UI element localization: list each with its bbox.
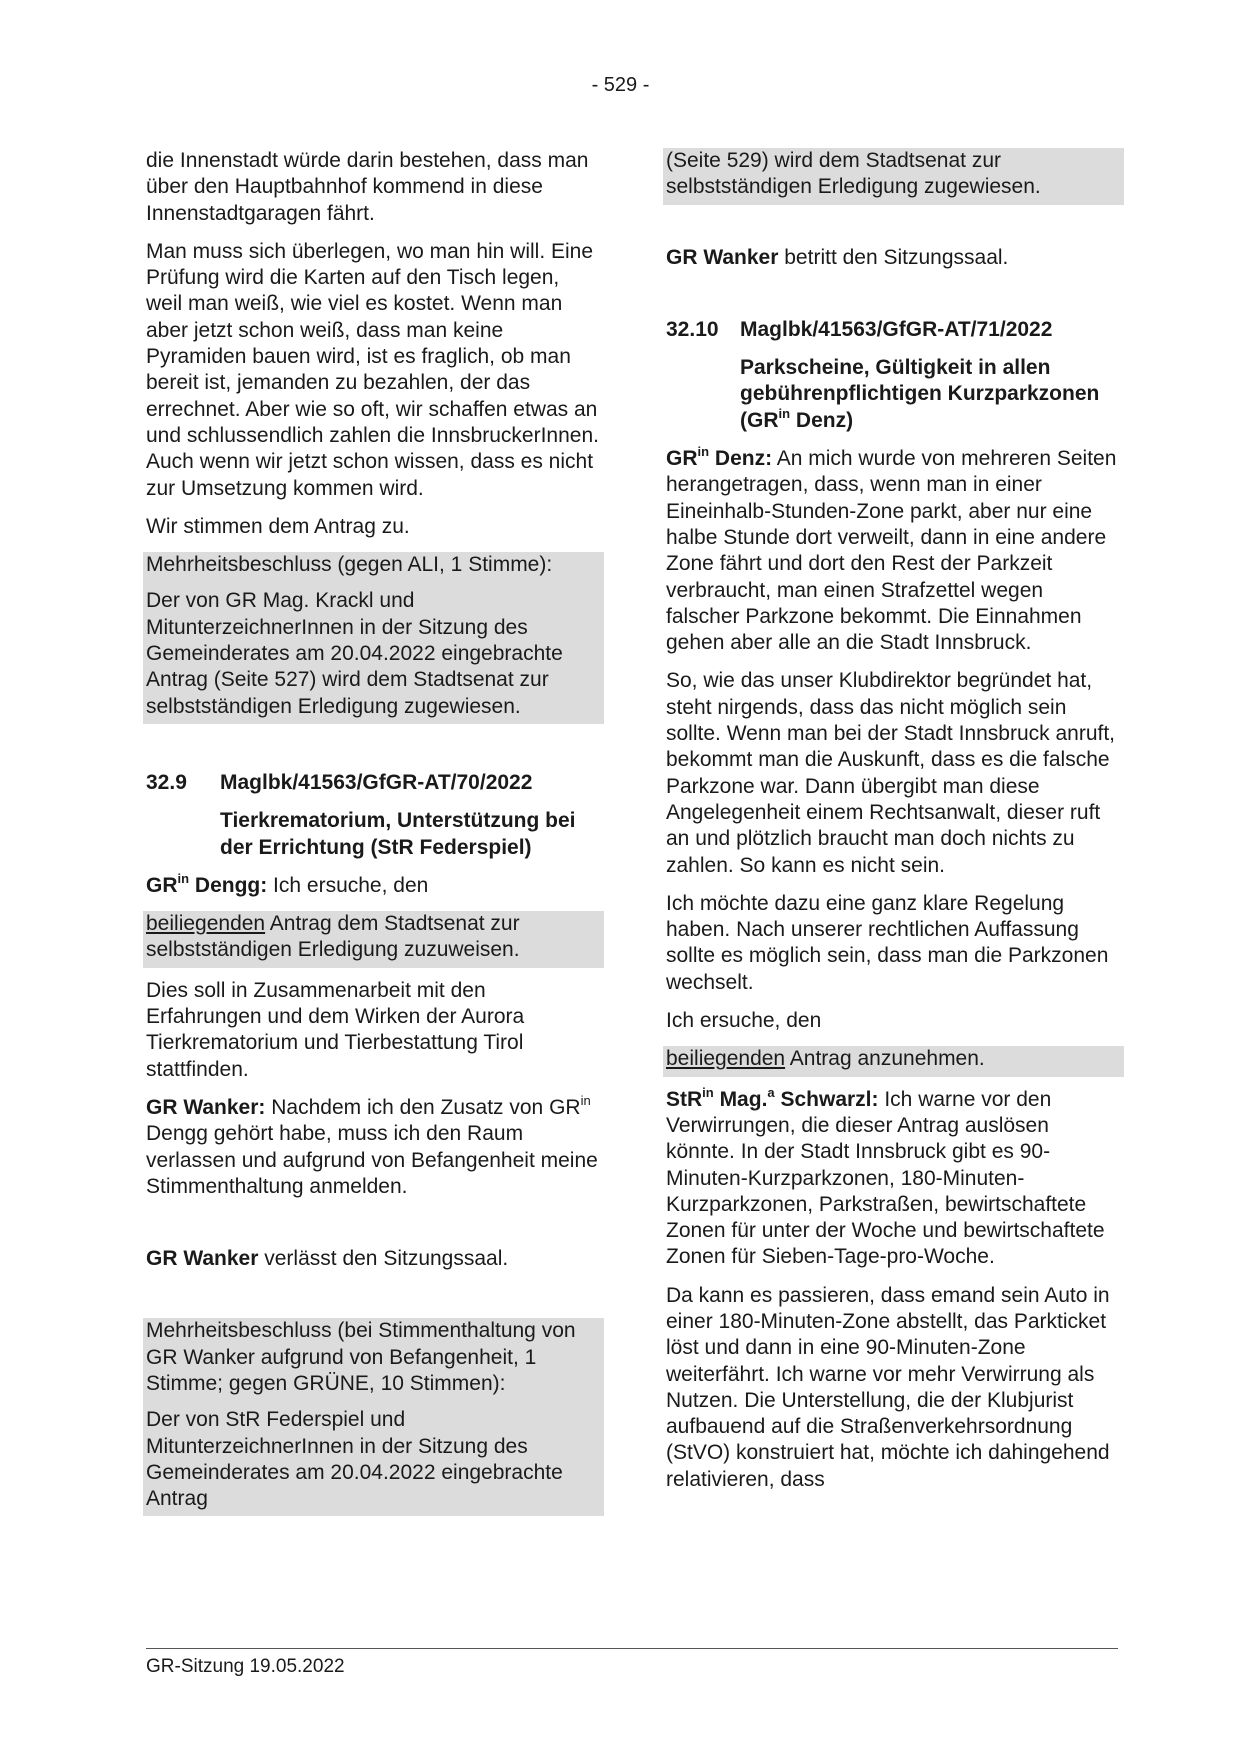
paragraph: die Innenstadt würde darin bestehen, dass man über den Hauptbahnhof kommend in diese Innenstadtgaragen fährt. xyxy=(146,149,589,225)
wanker-enters: GR Wanker betritt den Sitzungssaal. xyxy=(666,245,1009,269)
resolution-text: (Seite 529) wird dem Stadtsenat zur selbstständigen Erledigung zugewiesen. xyxy=(666,149,1041,199)
motion-box xyxy=(143,911,604,968)
agenda-id: Maglbk/41563/GfGR-AT/71/2022 xyxy=(740,317,1053,341)
agenda-heading xyxy=(146,770,601,796)
wanker-leaves: GR Wanker verlässt den Sitzungssaal. xyxy=(146,1247,509,1271)
motion-text: beiliegenden Antrag dem Stadtsenat zur selbstständigen Erledigung zuzuweisen. xyxy=(146,912,520,962)
agenda-title: Parkscheine, Gültigkeit in allen gebührenpflichtigen Kurzparkzonen ($GR^{in}$ Denz) xyxy=(740,356,1100,432)
paragraph: Ich möchte dazu eine ganz klare Regelung haben. Nach unserer rechtlichen Auffassung sollte es möglich sein, dass man die Parkzonen wechselt. xyxy=(666,891,1109,994)
speaker-name: StR$^{in}$ Mag.$^a$ Schwarzl: xyxy=(666,1084,879,1111)
speaker-name: $GR^{in}$ Denz: xyxy=(666,444,773,471)
paragraph: Da kann es passieren, dass emand sein Auto in einer 180-Minuten-Zone abstellt, das Parkticket löst und dann in eine 90-Minuten-Zone weiterfährt. Ich warne vor mehr Verwirrung als Nutzen. Die Unterstellung, die der Klubjurist aufbauend auf die Straßenverkehrsordnung (StVO) konstruiert hat, möchte ich dahingehend relativieren, dass xyxy=(666,1283,1110,1491)
speech-wanker: GR Wanker: Nachdem ich den Zusatz von $GR^{in}$ Dengg gehört habe, muss ich den Raum verlassen und aufgrund von Befangenheit meine Stimmenthaltung anmelden. xyxy=(146,1092,598,1198)
resolution-vote: Mehrheitsbeschluss (gegen ALI, 1 Stimme): xyxy=(146,553,553,577)
resolution-vote: Mehrheitsbeschluss (bei Stimmenthaltung von GR Wanker aufgrund von Befangenheit, 1 Stimme; gegen GRÜNE, 10 Stimmen): xyxy=(146,1319,576,1395)
left-column xyxy=(146,148,601,1516)
paragraph: Wir stimmen dem Antrag zu. xyxy=(146,514,410,538)
speech-denz: $GR^{in}$ Denz: An mich wurde von mehreren Seiten herangetragen, dass, wenn man in einer Eineinhalb-Stunden-Zone parkt, aber nur eine halbe Stunde dort verweilt, dann in eine andere Zone fährt und dort den Rest der Parkzeit verbraucht, man einen Strafzettel wegen falscher Parkzone bekommt. Die Einnahmen gehen aber alle an die Stadt Innsbruck. xyxy=(666,444,1117,655)
agenda-title: Tierkrematorium, Unterstützung bei der Errichtung (StR Federspiel) xyxy=(220,809,576,859)
paragraph: So, wie das unser Klubdirektor begründet hat, steht nirgends, dass das nicht möglich sein sollte. Wenn man bei der Stadt Innsbruck anruft, bekommt man die Auskunft, dass es die falsche Parkzone war. Dann übergibt man diese Angelegenheit einem Rechtsanwalt, dieser ruft an und plötzlich braucht man doch nichts zu zahlen. So kann es nicht sein. xyxy=(666,669,1116,877)
motion-box xyxy=(663,1046,1124,1076)
agenda-number: 32.9 xyxy=(146,770,187,794)
resolution-text: Der von StR Federspiel und MitunterzeichnerInnen in der Sitzung des Gemeinderates am 20.04.2022 eingebrachte Antrag xyxy=(146,1408,563,1511)
paragraph: Ich ersuche, den xyxy=(666,1009,822,1033)
resolution-box xyxy=(143,552,604,724)
agenda-number: 32.10 xyxy=(666,317,719,341)
resolution-box xyxy=(663,148,1124,205)
paragraph: Man muss sich überlegen, wo man hin will. Eine Prüfung wird die Karten auf den Tisch legen, weil man weiß, wie viel es kostet. Wenn man aber jetzt schon weiß, dass man keine Pyramiden bauen wird, ist es fraglich, ob man bereit ist, jemanden zu bezahlen, der das errechnet. Aber wie so oft, wir schaffen etwas an und schlussendlich zahlen die InnsbruckerInnen. Auch wenn wir jetzt schon wissen, dass es nicht zur Umsetzung kommen wird. xyxy=(146,239,599,500)
paragraph: Dies soll in Zusammenarbeit mit den Erfahrungen und dem Wirken der Aurora Tierkrematorium und Tierbestattung Tirol stattfinden. xyxy=(146,978,525,1081)
resolution-text: Der von GR Mag. Krackl und MitunterzeichnerInnen in der Sitzung des Gemeinderates am 20.04.2022 eingebrachte Antrag (Seite 527) wird dem Stadtsenat zur selbstständigen Erledigung zugewiesen. xyxy=(146,589,563,718)
right-column xyxy=(666,148,1121,1505)
agenda-id: Maglbk/41563/GfGR-AT/70/2022 xyxy=(220,770,533,794)
resolution-box xyxy=(143,1318,604,1516)
footer-divider xyxy=(146,1648,1118,1649)
footer: GR-Sitzung 19.05.2022 xyxy=(146,1656,345,1677)
speech-dengg: $GR^{in}$ Dengg: Ich ersuche, den xyxy=(146,870,429,897)
speaker-name: $GR^{in}$ Dengg: xyxy=(146,870,268,897)
agenda-heading xyxy=(666,317,1121,343)
motion-text: beiliegenden Antrag anzunehmen. xyxy=(666,1047,985,1071)
page-number: - 529 - xyxy=(591,74,650,96)
speech-schwarzl: StR$^{in}$ Mag.$^a$ Schwarzl: Ich warne vor den Verwirrungen, die dieser Antrag auslösen könnte. In der Stadt Innsbruck gibt es 90-Minuten-Kurzparkzonen, 180-Minuten-Kurzparkzonen, Parkstraßen, bewirtschaftete Zonen für unter der Woche und bewirtschaftete Zonen für Sieben-Tage-pro-Woche. xyxy=(666,1084,1105,1269)
